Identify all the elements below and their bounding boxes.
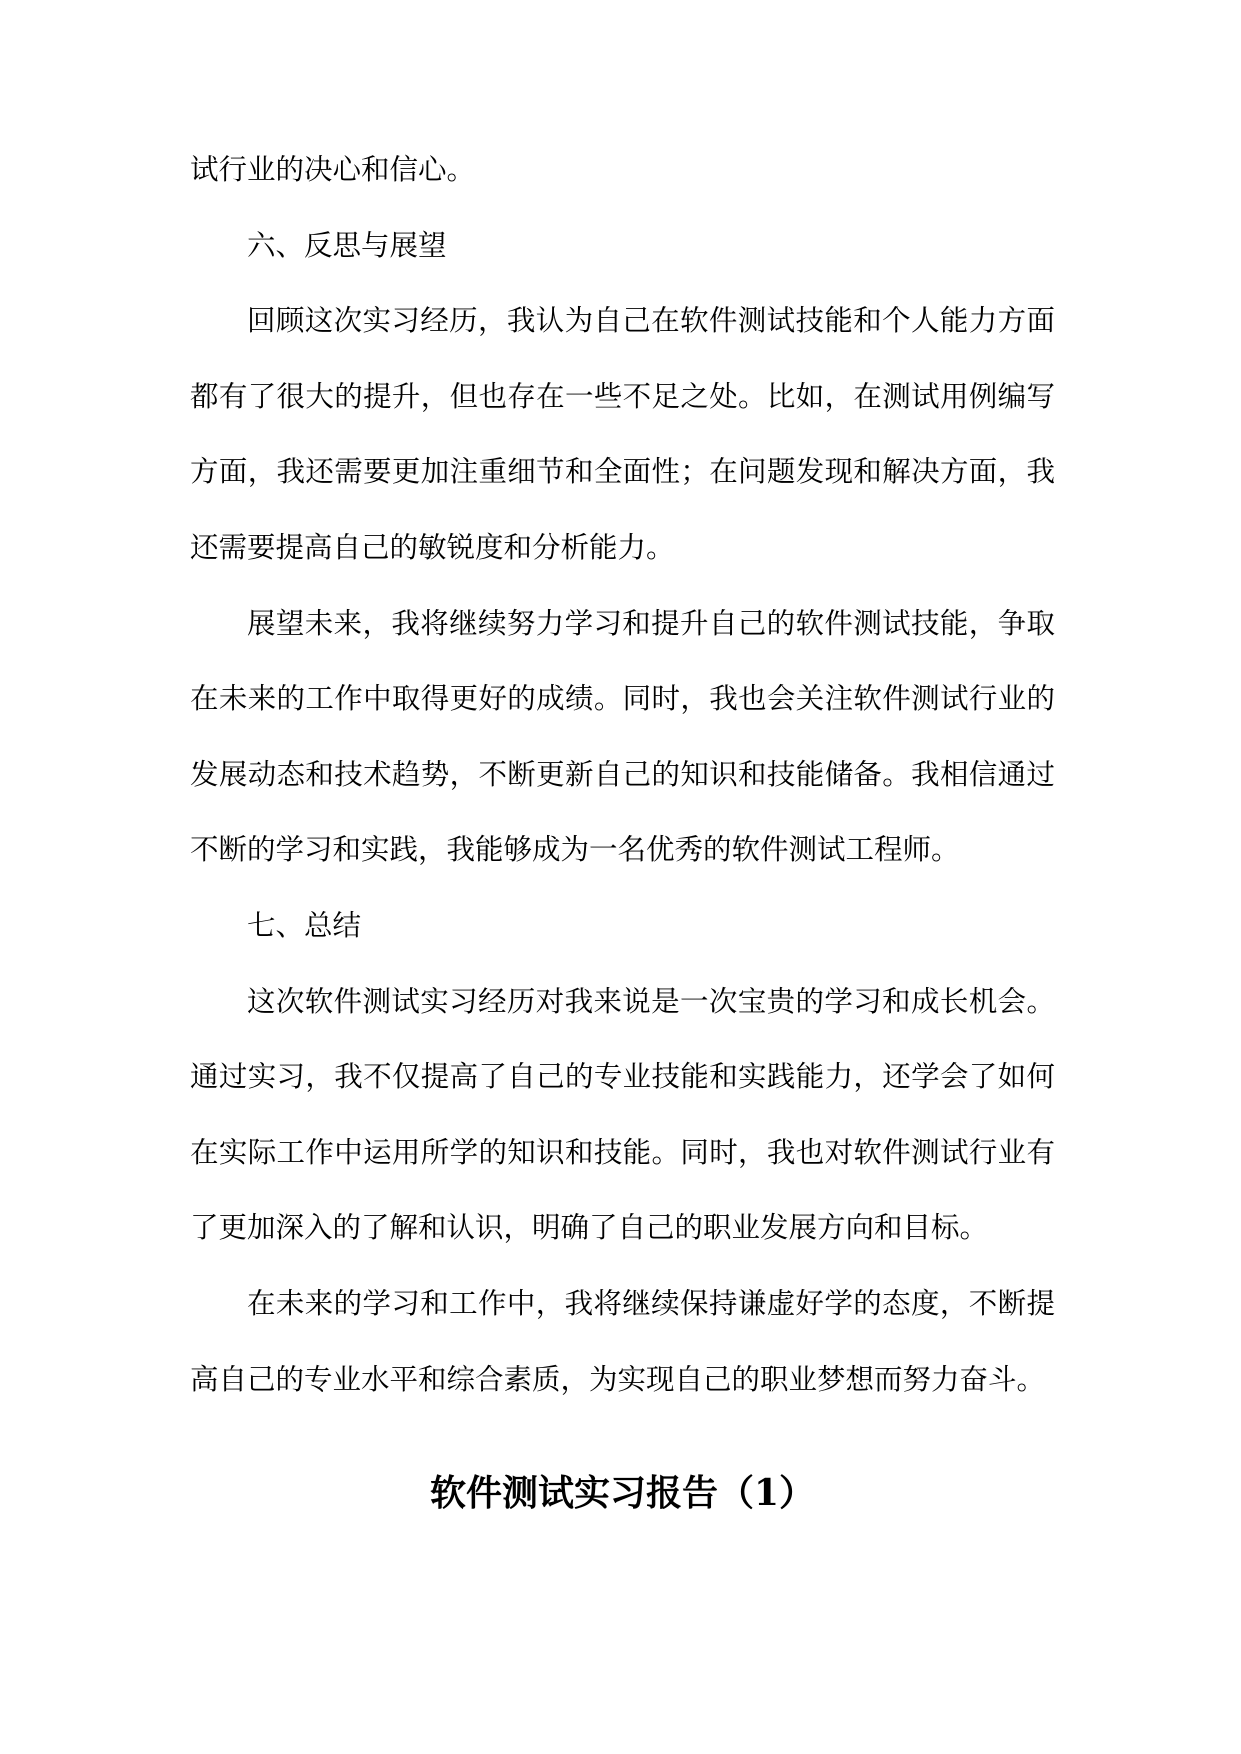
paragraph-line: 通过实习，我不仅提高了自己的专业技能和实践能力，还学会了如何	[190, 1060, 1055, 1094]
section-heading: 六、反思与展望	[247, 228, 447, 262]
paragraph-line: 都有了很大的提升，但也存在一些不足之处。比如，在测试用例编写	[190, 379, 1055, 413]
document-page	[190, 132, 1055, 1532]
paragraph-line: 还需要提高自己的敏锐度和分析能力。	[190, 530, 675, 564]
paragraph	[190, 1266, 1055, 1417]
document-title: 软件测试实习报告（1）	[429, 1472, 816, 1515]
paragraph-line: 在未来的工作中取得更好的成绩。同时，我也会关注软件测试行业的	[190, 682, 1055, 716]
paragraph-line: 在未来的学习和工作中，我将继续保持谦虚好学的态度，不断提	[247, 1286, 1055, 1320]
paragraph-line: 不断的学习和实践，我能够成为一名优秀的软件测试工程师。	[190, 833, 960, 867]
section-heading: 七、总结	[247, 908, 362, 942]
paragraph-continuation-line: 试行业的决心和信心。	[190, 153, 476, 186]
paragraph	[190, 586, 1055, 888]
paragraph-line: 在实际工作中运用所学的知识和技能。同时，我也对软件测试行业有	[190, 1135, 1055, 1169]
paragraph-line: 这次软件测试实习经历对我来说是一次宝贵的学习和成长机会。	[247, 984, 1055, 1018]
paragraph-line: 了更加深入的了解和认识，明确了自己的职业发展方向和目标。	[190, 1211, 989, 1245]
paragraph-line: 方面，我还需要更加注重细节和全面性；在问题发现和解决方面，我	[190, 455, 1055, 489]
paragraph-line: 高自己的专业水平和综合素质，为实现自己的职业梦想而努力奋斗。	[190, 1362, 1046, 1396]
paragraph-line: 回顾这次实习经历，我认为自己在软件测试技能和个人能力方面	[247, 304, 1055, 338]
paragraph	[190, 964, 1055, 1266]
paragraph-line: 展望未来，我将继续努力学习和提升自己的软件测试技能，争取	[247, 606, 1055, 640]
paragraph-line: 发展动态和技术趋势，不断更新自己的知识和技能储备。我相信通过	[190, 757, 1055, 791]
paragraph	[190, 283, 1055, 585]
